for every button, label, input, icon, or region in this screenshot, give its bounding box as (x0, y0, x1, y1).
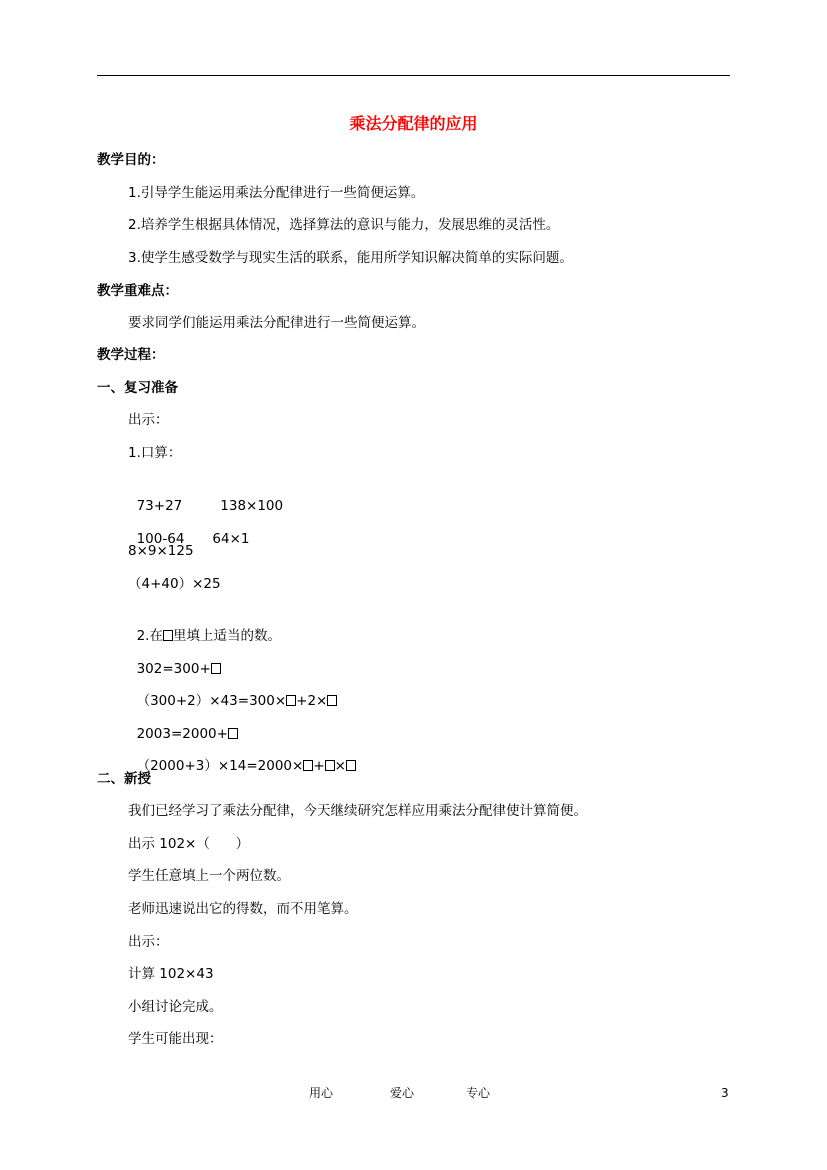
calc-expression: 64×1 (212, 531, 250, 547)
calc-expression: 138×100 (220, 498, 284, 514)
new-line: 出示： (128, 934, 169, 950)
fill-text: 2.在 (136, 628, 163, 644)
header-rule (97, 75, 730, 76)
goal-item: 3.使学生感受数学与现实生活的联系，能用所学知识解决简单的实际问题。 (128, 250, 573, 266)
new-heading: 二、新授 (97, 771, 151, 787)
blank-box (346, 760, 356, 771)
calc-expression: 73+27 (136, 498, 183, 514)
goal-item: 1.引导学生能运用乘法分配律进行一些简便运算。 (128, 185, 425, 201)
oral-calc-label: 1.口算： (128, 445, 182, 461)
blank-box (325, 760, 335, 771)
footer-word: 专心 (466, 1086, 491, 1100)
new-line: 我们已经学习了乘法分配律，今天继续研究怎样应用乘法分配律使计算简便。 (128, 803, 587, 819)
fill-text: 里填上适当的数。 (172, 628, 281, 644)
equation-text: 302=300+ (136, 661, 211, 677)
equation-text: × (334, 758, 346, 774)
equation-text: + (313, 758, 325, 774)
equation-text: 2003=2000+ (136, 726, 228, 742)
document-title: 乘法分配律的应用 (349, 114, 478, 133)
calc-row: 8×9×125 (128, 543, 194, 559)
new-line: 学生任意填上一个两位数。 (128, 868, 290, 884)
blank-box (303, 760, 313, 771)
footer-word: 爱心 (390, 1086, 415, 1100)
footer-word: 用心 (309, 1086, 334, 1100)
review-show: 出示： (128, 412, 169, 428)
equation-text: （300+2）×43=300× (136, 693, 287, 709)
new-line: 学生可能出现： (128, 1031, 223, 1047)
new-line: 出示 102×（ ） (128, 836, 250, 852)
page-number: 3 (721, 1086, 729, 1100)
new-line: 小组讨论完成。 (128, 999, 223, 1015)
equation-text: +2× (296, 693, 328, 709)
equation (128, 736, 356, 776)
review-heading: 一、复习准备 (97, 380, 178, 396)
new-line: 老师迅速说出它的得数，而不用笔算。 (128, 901, 358, 917)
goal-item: 2.培养学生根据具体情况，选择算法的意识与能力，发展思维的灵活性。 (128, 217, 560, 233)
process-heading: 教学过程： (97, 347, 165, 363)
calc-expression: 100-64 (136, 531, 185, 547)
blank-box (286, 695, 296, 706)
goals-heading: 教学目的： (97, 152, 165, 168)
key-heading: 教学重难点： (97, 283, 178, 299)
blank-box (327, 695, 337, 706)
key-text: 要求同学们能运用乘法分配律进行一些简便运算。 (128, 315, 425, 331)
new-line: 计算 102×43 (128, 966, 214, 982)
equation-text: （2000+3）×14=2000× (136, 758, 304, 774)
calc-row: （4+40）×25 (128, 576, 221, 592)
